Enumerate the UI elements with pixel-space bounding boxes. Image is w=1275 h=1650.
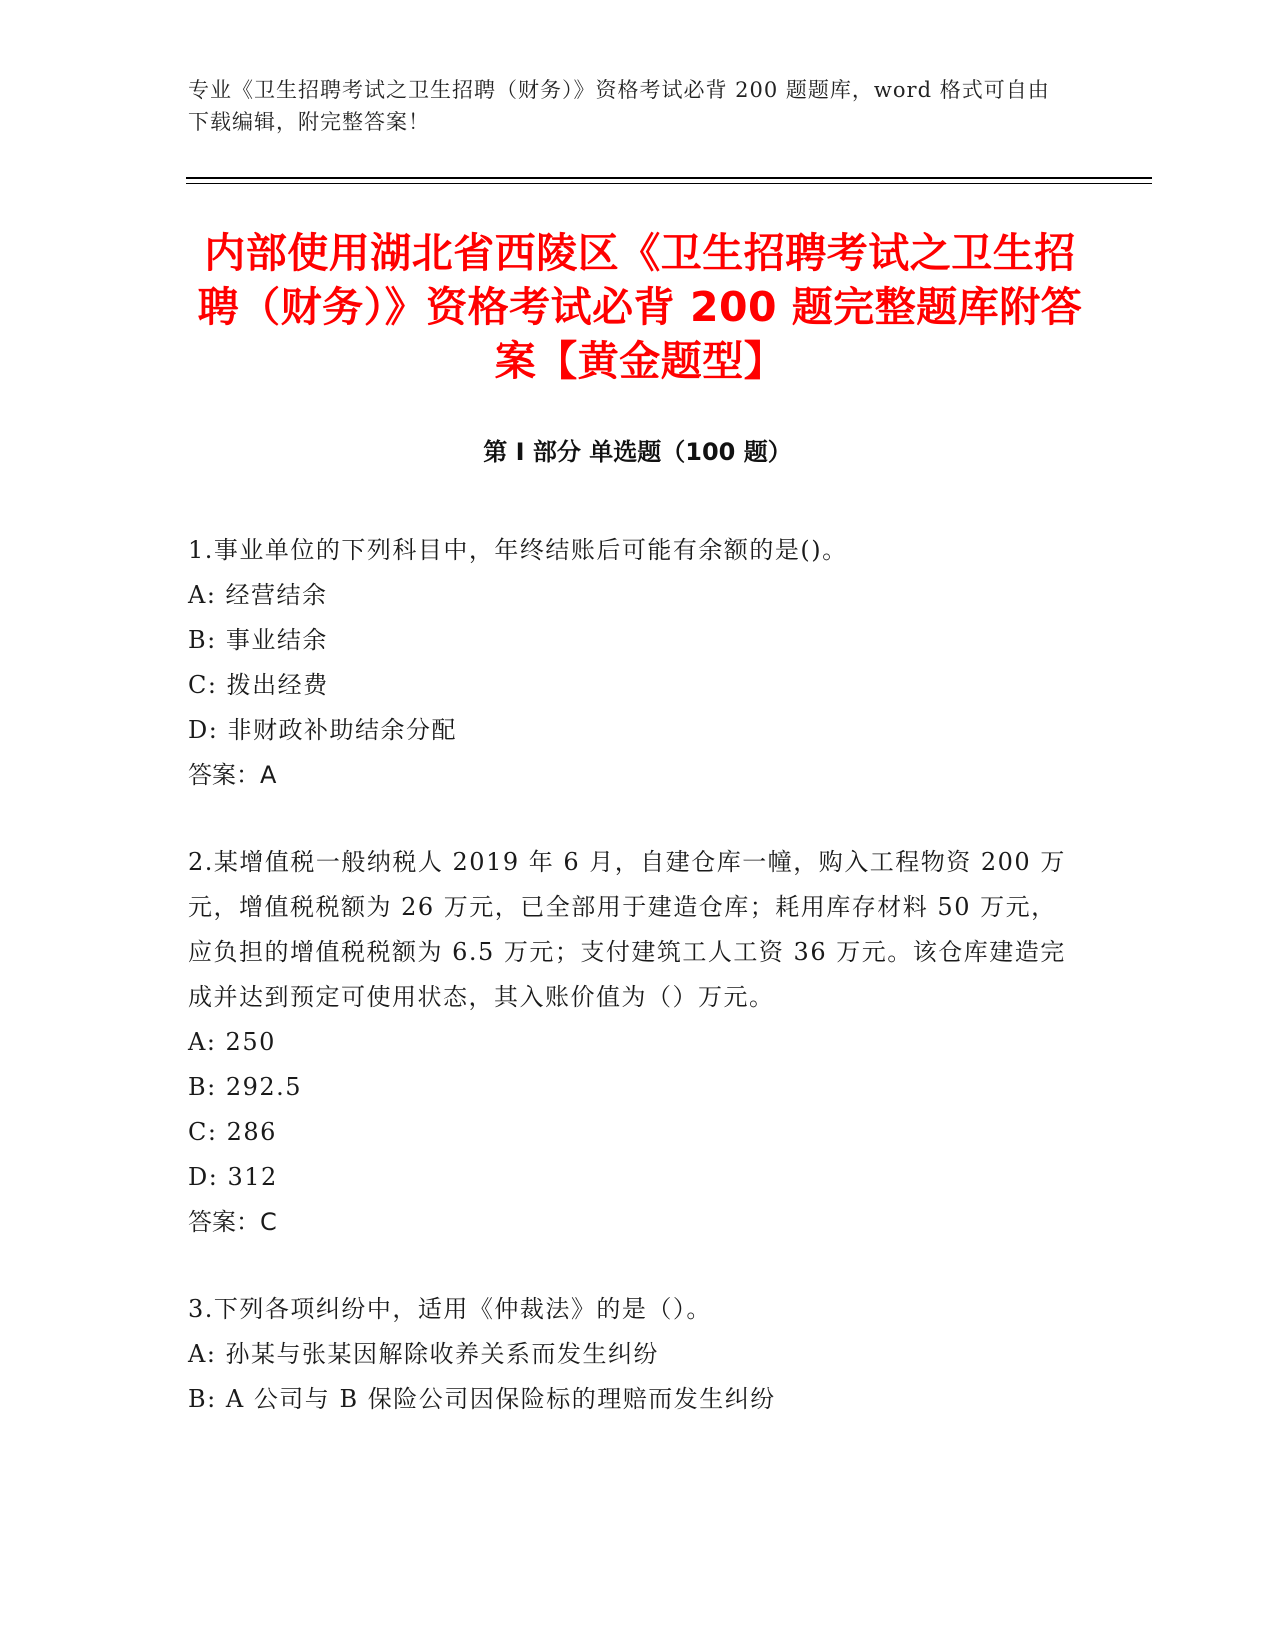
header-rule-thin bbox=[186, 183, 1152, 184]
header-note: 专业《卫生招聘考试之卫生招聘（财务）》资格考试必背 200 题题库，word 格式可自由下载编辑，附完整答案！ bbox=[188, 78, 1050, 134]
question-stem: 2.某增值税一般纳税人 2019 年 6 月，自建仓库一幢，购入工程物资 200 万元，增值税税额为 26 万元，已全部用于建造仓库；耗用库存材料 50 万元，应负担的增值税税额为 6.5 万元；支付建筑工人工资 36 万元。该仓库建造完成并达到预定可使用状态，其入账价值为（）万元。 bbox=[188, 848, 1066, 1011]
question-3 bbox=[188, 1287, 1068, 1422]
question-1 bbox=[188, 528, 1068, 798]
question-stem: 3.下列各项纠纷中，适用《仲裁法》的是（）。 bbox=[188, 1295, 712, 1323]
option-b: B: A 公司与 B 保险公司因保险标的理赔而发生纠纷 bbox=[188, 1385, 776, 1413]
question-stem: 1.事业单位的下列科目中，年终结账后可能有余额的是()。 bbox=[188, 536, 848, 564]
option-b: B: 292.5 bbox=[188, 1073, 303, 1101]
option-d: D: 非财政补助结余分配 bbox=[188, 716, 457, 744]
question-2 bbox=[188, 840, 1068, 1245]
option-a: A: 经营结余 bbox=[188, 581, 328, 609]
section-heading: 第 I 部分 单选题（100 题） bbox=[483, 438, 792, 466]
option-a: A: 孙某与张某因解除收养关系而发生纠纷 bbox=[188, 1340, 660, 1368]
option-a: A: 250 bbox=[188, 1028, 276, 1056]
answer: 答案：C bbox=[188, 1208, 277, 1236]
option-c: C: 286 bbox=[188, 1118, 277, 1146]
option-d: D: 312 bbox=[188, 1163, 278, 1191]
answer: 答案：A bbox=[188, 761, 277, 789]
question-list bbox=[188, 528, 1068, 1464]
option-c: C: 拨出经费 bbox=[188, 671, 329, 699]
option-b: B: 事业结余 bbox=[188, 626, 328, 654]
document-title: 内部使用湖北省西陵区《卫生招聘考试之卫生招聘（财务）》资格考试必背 200 题完整题库附答案【黄金题型】 bbox=[197, 229, 1083, 385]
header-rule-thick bbox=[186, 177, 1152, 179]
